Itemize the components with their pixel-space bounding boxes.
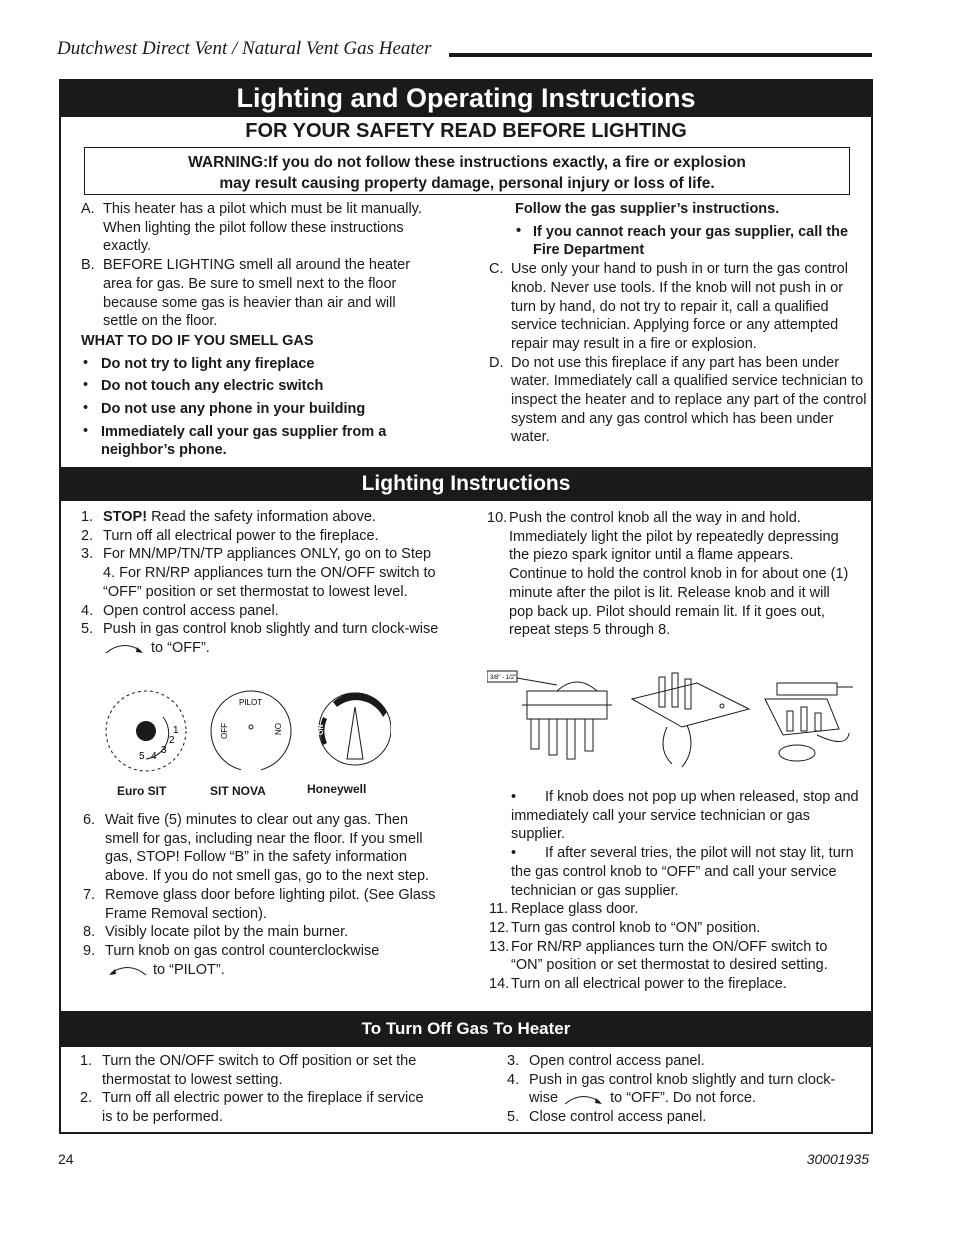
warning-line-1: WARNING:If you do not follow these instructions exactly, a fire or explosion xyxy=(188,154,746,171)
what-to-do-heading: WHAT TO DO IF YOU SMELL GAS xyxy=(81,332,314,349)
nova-off-label: OFF xyxy=(220,723,229,739)
turnoff-step-3: 3. Open control access panel. xyxy=(507,1053,705,1069)
instructions-frame xyxy=(59,79,873,1134)
page-number: 24 xyxy=(58,1151,74,1167)
lighting-left-upper xyxy=(81,508,439,658)
gas-bullet: • Do not use any phone in your building xyxy=(81,400,431,419)
warning-line-2: may result causing property damage, personal injury or loss of life. xyxy=(219,175,715,192)
nova-on-label: ON xyxy=(273,723,282,735)
pilot-burner-3 xyxy=(765,683,853,761)
step-13: 13. For RN/RP appliances turn the ON/OFF switch to “ON” position or set thermostat to desired setting. xyxy=(489,938,828,974)
running-header xyxy=(57,38,872,62)
hw-on-label: ON xyxy=(318,724,325,735)
safety-heading: FOR YOUR SAFETY READ BEFORE LIGHTING xyxy=(245,120,687,142)
step-4: 4. Open control access panel. xyxy=(81,602,279,619)
step-7: 7. Remove glass door before lighting pilot. (See Glass Frame Removal section). xyxy=(83,886,436,922)
pilot-burner-2 xyxy=(632,673,749,767)
lighting-right-upper xyxy=(487,509,853,640)
turnoff-step-1: 1. Turn the ON/OFF switch to Off position or set the thermostat to lowest setting. xyxy=(80,1053,417,1088)
knob-label-sit-nova: SIT NOVA xyxy=(210,784,266,798)
flame-height-label: 3/8" - 1/2" xyxy=(490,675,517,681)
knob-label-euro-sit: Euro SIT xyxy=(117,784,167,798)
counterclockwise-arrow-icon xyxy=(105,963,149,977)
sit-nova-knob xyxy=(211,691,291,776)
document-number: 30001935 xyxy=(806,1151,869,1167)
warning-box xyxy=(84,147,850,195)
step-14: 14. Turn on all electrical power to the fireplace. xyxy=(489,976,787,993)
clockwise-arrow-icon xyxy=(562,1092,606,1106)
hw-off-label: OFF xyxy=(353,706,367,713)
pilot-burner-1 xyxy=(487,671,612,759)
gas-bullet: • Do not try to light any fireplace xyxy=(81,355,431,374)
turnoff-step-5: 5. Close control access panel. xyxy=(507,1109,707,1126)
euro-num: 3 xyxy=(161,745,167,756)
step-5: 5. Push in gas control knob slightly and turn clock-wise to “OFF”. xyxy=(81,621,439,656)
turnoff-step-2: 2. Turn off all electric power to the fireplace if service is to be performed. xyxy=(80,1090,424,1126)
safety-left-column xyxy=(81,200,431,460)
header-rule xyxy=(449,53,872,57)
safety-item-c: C. Use only your hand to push in or turn the gas control knob. Never use tools. If the knob will not push in or turn by hand, do not try to repair it, call a qualified service technician. Applying force or any attempted repair may result in a fire or explosion. xyxy=(489,261,848,352)
step-9: 9. Turn knob on gas control counterclockwise to “PILOT”. xyxy=(83,942,380,978)
turnoff-step-4: 4. Push in gas control knob slightly and turn clock-wise to “OFF”. Do not force. xyxy=(507,1071,836,1107)
knob-label-honeywell: Honeywell xyxy=(307,782,367,796)
clockwise-arrow-icon xyxy=(103,641,147,655)
stay-lit-bullet: • If after several tries, the pilot will not stay lit, turn the gas control knob to “OFF” and call your service technician or gas supplier. xyxy=(511,845,854,899)
gas-bullet: • Immediately call your gas supplier from a neighbor’s phone. xyxy=(81,423,431,460)
euro-num: 1 xyxy=(173,725,179,736)
step-11: 11. Replace glass door. xyxy=(489,901,639,918)
nova-pilot-label: PILOT xyxy=(239,698,263,707)
euro-num: 2 xyxy=(169,735,175,746)
lighting-heading: Lighting Instructions xyxy=(61,467,871,501)
turn-off-heading: To Turn Off Gas To Heater xyxy=(61,1011,871,1047)
step-10: 10. Push the control knob all the way in and hold. Immediately light the pilot by repeatedly depressing the piezo spark ignitor until a flame appears. Continue to hold the control knob in for about one (1) minute after the pilot is lit. Release knob and it will pop back up. Pilot should remain lit. If it goes out, repeat steps 5 through 8. xyxy=(487,510,849,639)
step-6: 6. Wait five (5) minutes to clear out any gas. Then smell for gas, including near the floor. If you smell gas, STOP! Follow “B” in the safety information above. If you do not smell gas, go to the next step. xyxy=(83,812,430,885)
euro-num: 4 xyxy=(151,751,157,762)
step-1: 1. STOP! Read the safety information above. xyxy=(81,509,376,525)
main-title: Lighting and Operating Instructions xyxy=(61,81,871,117)
lighting-right-lower xyxy=(489,788,859,994)
turn-off-right xyxy=(507,1052,863,1127)
honeywell-knob xyxy=(318,693,391,765)
step-12: 12. Turn gas control knob to “ON” position. xyxy=(489,919,761,936)
turn-off-left xyxy=(80,1052,430,1127)
gas-bullet: • Do not touch any electric switch xyxy=(81,377,431,396)
pop-up-bullet: • If knob does not pop up when released, stop and immediately call your service technician or gas supplier. xyxy=(511,789,859,843)
follow-supplier: Follow the gas supplier’s instructions. xyxy=(515,201,780,217)
step-8: 8. Visibly locate pilot by the main burner. xyxy=(83,924,349,941)
safety-item-d: D. Do not use this fireplace if any part has been under water. Immediately call a qualified service technician to inspect the heater and to replace any part of the control system and any gas control which has been under water. xyxy=(489,354,867,446)
safety-right-column xyxy=(489,200,869,447)
control-knob-diagrams xyxy=(101,687,391,787)
hw-pilot-label: PILOT xyxy=(333,701,352,723)
pilot-assembly-illustrations xyxy=(487,669,857,769)
lighting-left-lower xyxy=(83,811,439,979)
fire-dept-bullet: • If you cannot reach your gas supplier, call the Fire Department xyxy=(513,223,869,260)
safety-item-b: B. BEFORE LIGHTING smell all around the heater area for gas. Be sure to smell next to the floor because some gas is heavier than air and will settle on the floor. xyxy=(81,257,411,330)
euro-num: 5 xyxy=(139,751,145,762)
step-3: 3. For MN/MP/TN/TP appliances ONLY, go on to Step 4. For RN/RP appliances turn the ON/OFF switch to “OFF” position or set thermostat to lowest level. xyxy=(81,546,436,600)
step-2: 2. Turn off all electrical power to the fireplace. xyxy=(81,527,379,544)
safety-item-a: A. This heater has a pilot which must be lit manually. When lighting the pilot follow these instructions exactly. xyxy=(81,201,422,255)
header-title: Dutchwest Direct Vent / Natural Vent Gas Heater xyxy=(57,38,432,59)
euro-sit-knob xyxy=(106,691,186,771)
